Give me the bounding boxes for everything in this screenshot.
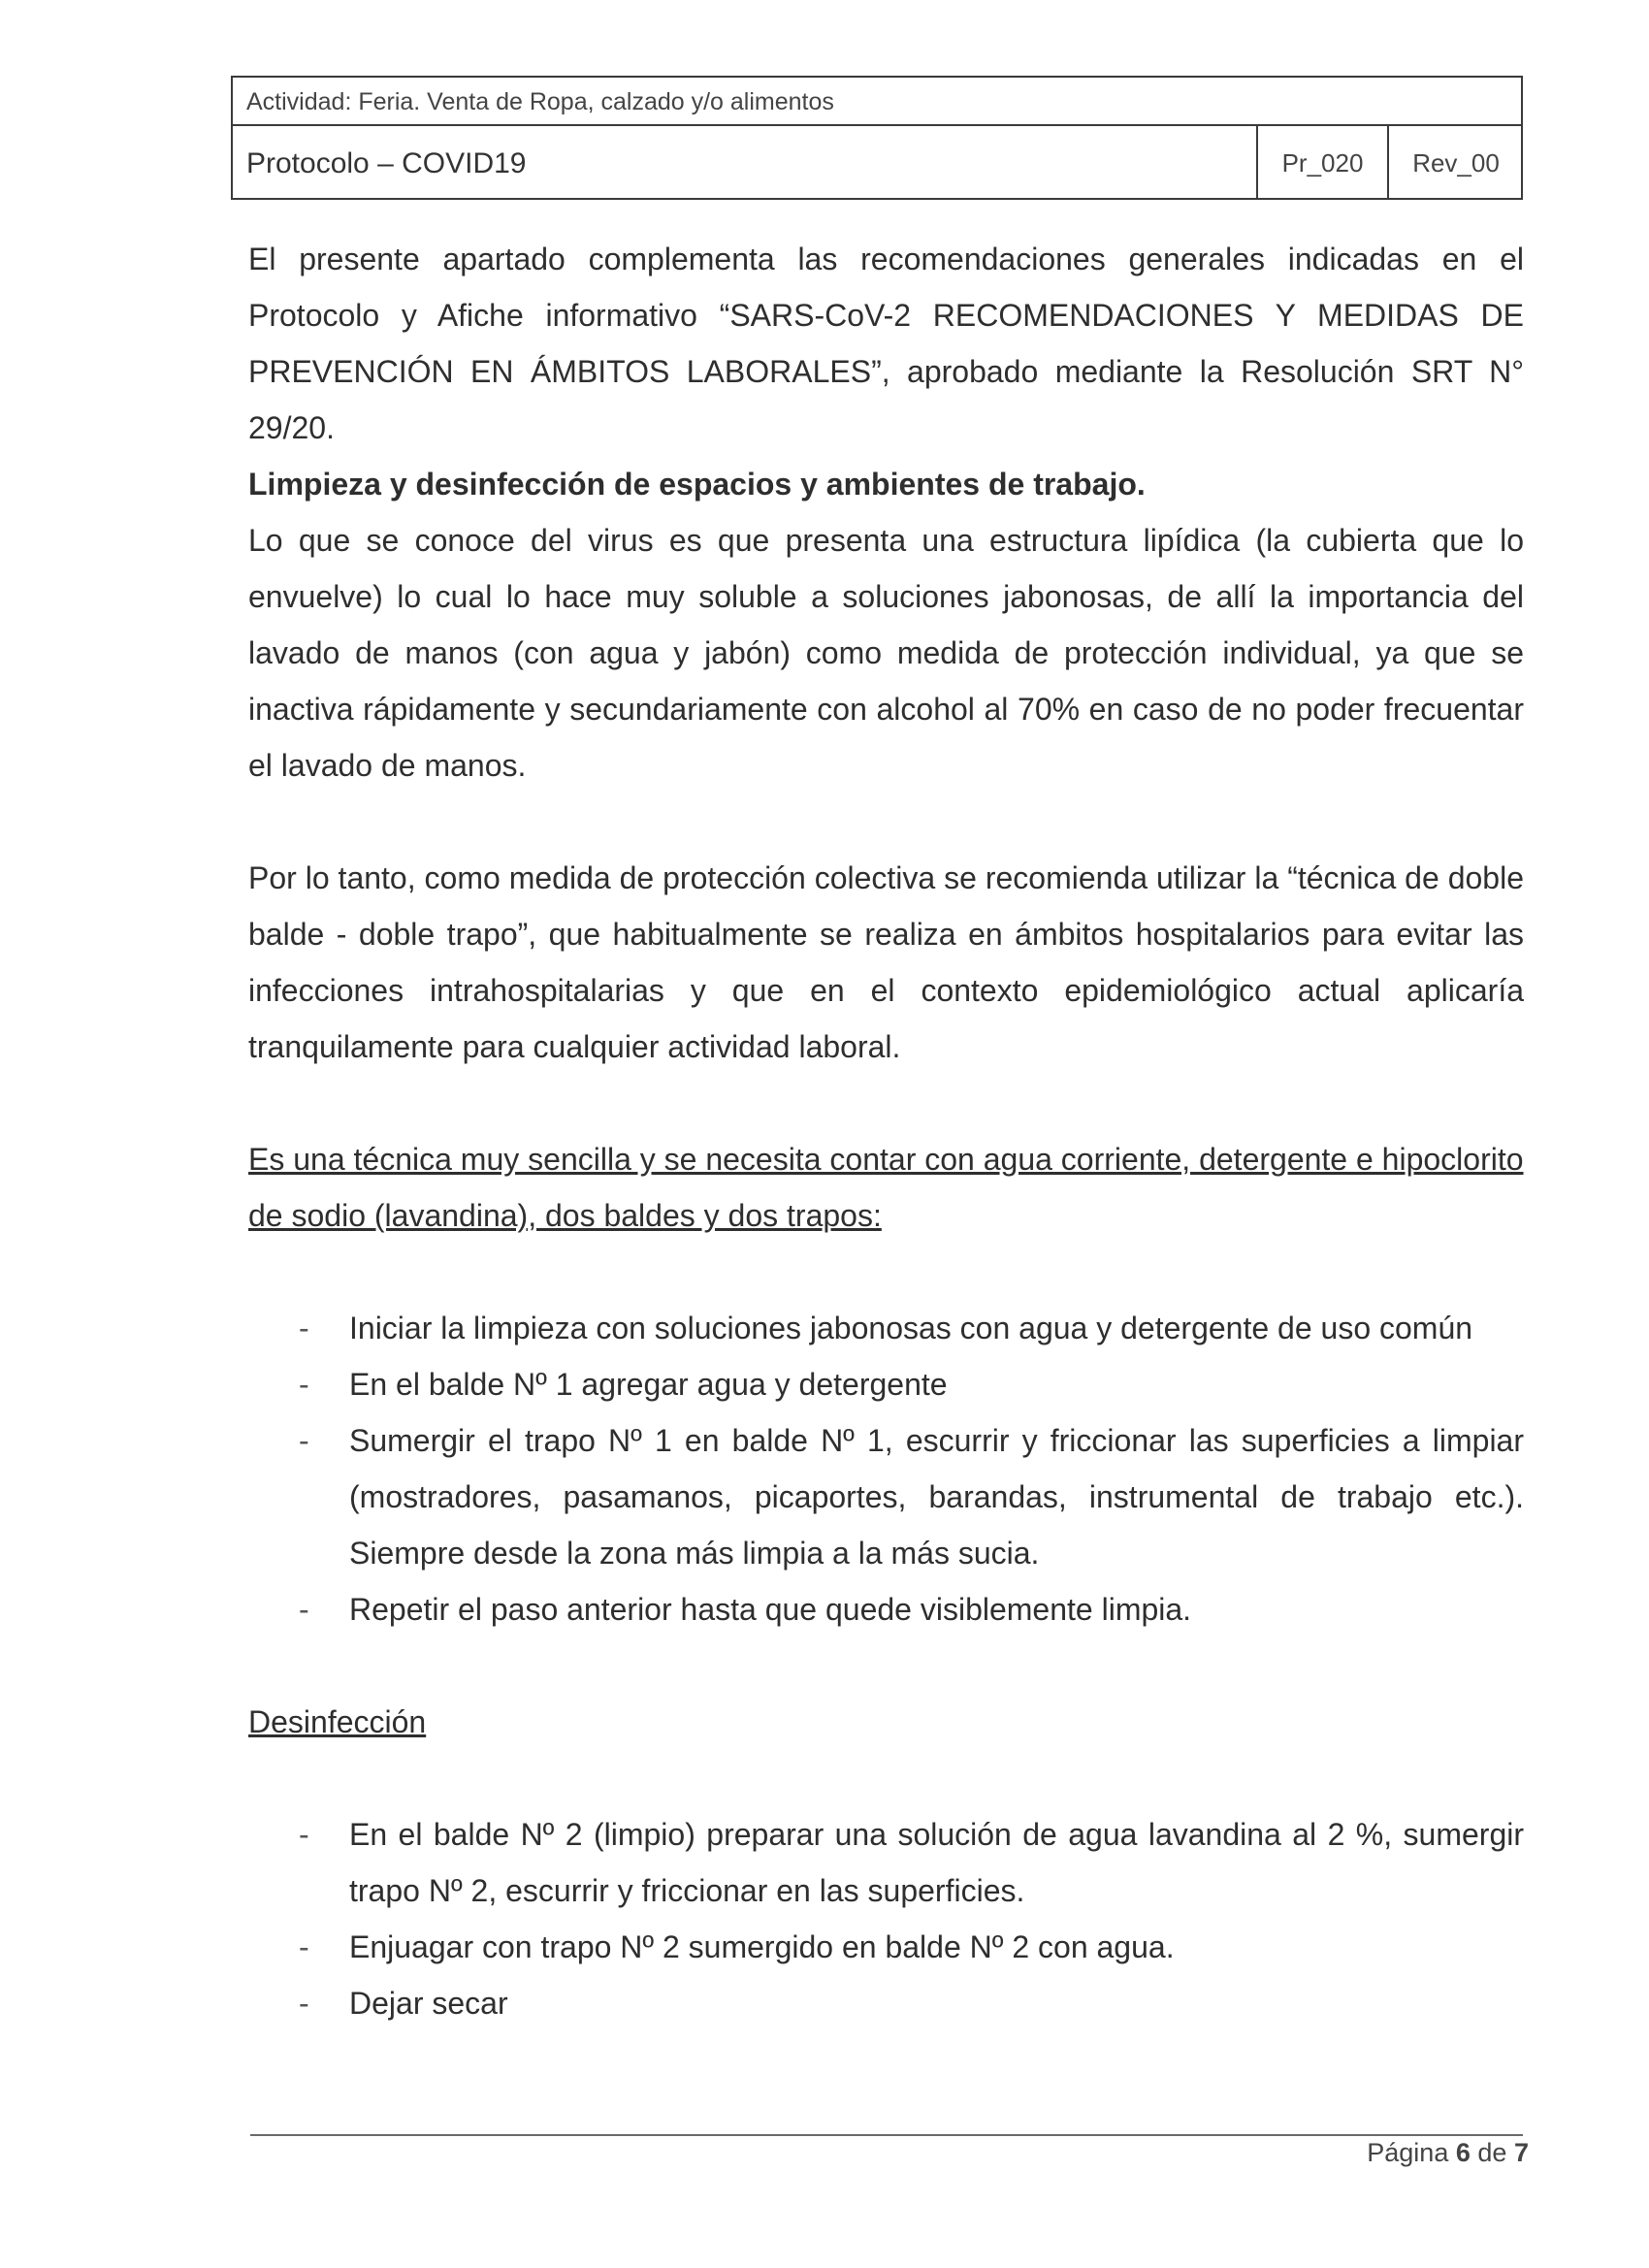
list-item xyxy=(248,1975,1524,2031)
disinfection-step: Enjuagar con trapo Nº 2 sumergido en balde Nº 2 con agua. xyxy=(349,1929,1175,1964)
cleaning-step: Iniciar la limpieza con soluciones jabonosas con agua y detergente de uso común xyxy=(349,1311,1473,1345)
cleaning-step: Repetir el paso anterior hasta que quede visiblemente limpia. xyxy=(349,1592,1192,1627)
intro-paragraph: El presente apartado complementa las recomendaciones generales indicadas en el Protocolo y Afiche informativo “SARS-CoV-2 RECOMENDACIONES Y MEDIDAS DE PREVENCIÓN EN ÁMBITOS LABORALES”, aprobado mediante la Resolución SRT N° 29/20. xyxy=(248,242,1524,445)
disinfection-step: En el balde Nº 2 (limpio) preparar una solución de agua lavandina al 2 %, sumergir trapo Nº 2, escurrir y friccionar en las superficies. xyxy=(349,1817,1524,1908)
technique-intro: Es una técnica muy sencilla y se necesita contar con agua corriente, detergente e hipoclorito de sodio (lavandina), dos baldes y dos trapos: xyxy=(248,1142,1524,1233)
list-item xyxy=(248,1356,1524,1412)
list-marker: - xyxy=(299,1929,309,1964)
list-marker: - xyxy=(299,1592,309,1627)
document-code: Pr_020 xyxy=(1281,148,1364,178)
footer-divider xyxy=(250,2134,1523,2136)
list-item xyxy=(248,1806,1524,1919)
document-header-table xyxy=(231,76,1523,200)
spacer xyxy=(248,1637,1524,1694)
revision-cell xyxy=(1387,126,1523,198)
document-body xyxy=(248,231,1524,2031)
page-label: Página xyxy=(1367,2138,1449,2167)
list-item xyxy=(248,1412,1524,1581)
cleaning-steps-list xyxy=(248,1300,1524,1637)
list-item xyxy=(248,1581,1524,1637)
activity-label: Actividad: Feria. Venta de Ropa, calzado y/o alimentos xyxy=(246,88,834,115)
disinfection-step: Dejar secar xyxy=(349,1986,508,2021)
section-heading: Limpieza y desinfección de espacios y ambientes de trabajo. xyxy=(248,467,1146,502)
spacer xyxy=(248,1075,1524,1131)
list-marker: - xyxy=(299,1311,309,1345)
cleaning-step: Sumergir el trapo Nº 1 en balde Nº 1, escurrir y friccionar las superficies a limpiar (mostradores, pasamanos, picaportes, barandas, instrumental de trabajo etc.). Siempre desde la zona más limpia a la más sucia. xyxy=(349,1423,1524,1571)
list-item xyxy=(248,1919,1524,1975)
spacer xyxy=(248,1244,1524,1300)
spacer xyxy=(248,1750,1524,1806)
page-number xyxy=(1367,2138,1529,2168)
virus-paragraph: Lo que se conoce del virus es que presenta una estructura lipídica (la cubierta que lo envuelve) lo cual lo hace muy soluble a soluciones jabonosas, de allí la importancia del lavado de manos (con agua y jabón) como medida de protección individual, ya que se inactiva rápidamente y secundariamente con alcohol al 70% en caso de no poder frecuentar el lavado de manos. xyxy=(248,523,1524,783)
technique-paragraph: Por lo tanto, como medida de protección colectiva se recomienda utilizar la “técnica de doble balde - doble trapo”, que habitualmente se realiza en ámbitos hospitalarios para evitar las infecciones intrahospitalarias y que en el contexto epidemiológico actual aplicaría tranquilamente para cualquier actividad laboral. xyxy=(248,860,1524,1064)
protocol-title: Protocolo – COVID19 xyxy=(246,147,527,179)
header-protocol-row xyxy=(233,126,1521,198)
page-of: de xyxy=(1477,2138,1507,2167)
disinfection-steps-list xyxy=(248,1806,1524,2031)
page-current: 6 xyxy=(1455,2138,1471,2167)
page-total: 7 xyxy=(1513,2138,1529,2167)
list-marker: - xyxy=(299,1817,309,1852)
list-item xyxy=(248,1300,1524,1356)
spacer xyxy=(248,794,1524,850)
revision-number: Rev_00 xyxy=(1412,148,1500,178)
header-activity-row xyxy=(233,78,1521,126)
document-code-cell xyxy=(1256,126,1387,198)
list-marker: - xyxy=(299,1986,309,2021)
disinfection-heading: Desinfección xyxy=(248,1704,427,1739)
list-marker: - xyxy=(299,1367,309,1402)
cleaning-step: En el balde Nº 1 agregar agua y detergente xyxy=(349,1367,948,1402)
list-marker: - xyxy=(299,1423,309,1458)
